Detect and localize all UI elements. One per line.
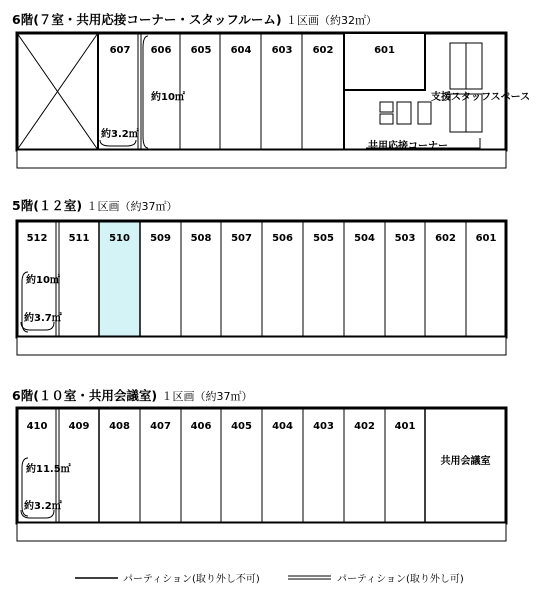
room-label: 512: [26, 233, 48, 244]
room-label: 602: [435, 233, 456, 244]
reception-label: 共用応接コーナー: [368, 141, 448, 152]
room-label: 603: [271, 45, 293, 56]
floor6-top-corridor: [17, 150, 506, 168]
room-label: 605: [190, 45, 212, 56]
staff-space-label: 支援スタッフスペース: [431, 92, 531, 103]
room-label: 606: [150, 45, 172, 56]
floor6-top-title-sub: １区画（約32㎡）: [285, 14, 377, 27]
area-note: 約10㎡: [26, 275, 60, 286]
legend-fixed-label: パーティション(取り外し不可): [123, 574, 260, 585]
area-note-small: 約3.7㎡: [24, 313, 62, 324]
room-label: 506: [272, 233, 293, 244]
room-label: 409: [68, 421, 90, 432]
room-label: 509: [150, 233, 171, 244]
room-label: 404: [272, 421, 293, 432]
legend-removable-label: パーティション(取り外し可): [337, 574, 464, 585]
area-note: 約10㎡: [151, 92, 185, 103]
area-note: 約11.5㎡: [26, 464, 71, 475]
room-label: 403: [313, 421, 334, 432]
room-label: 508: [190, 233, 212, 244]
floor6-bottom-title-main: 6階(１０室・共用会議室): [12, 388, 158, 403]
floor5-corridor: [17, 337, 506, 355]
area-note-small: 約3.2㎡: [24, 501, 62, 512]
room-601-outline: [344, 33, 425, 90]
floor5-title-sub: １区画（約37㎡）: [86, 200, 178, 213]
room-label: 503: [394, 233, 416, 244]
room-label: 601: [374, 45, 395, 56]
floor6-top-title-main: 6階(７室・共用応接コーナー・スタッフルーム): [12, 12, 282, 27]
floor6-bottom-corridor: [17, 523, 506, 541]
room-label: 406: [190, 421, 212, 432]
room-label: 407: [150, 421, 171, 432]
floor5-title-main: 5階(１２室): [12, 198, 83, 213]
room-label: 402: [354, 421, 375, 432]
room-label: 510: [109, 233, 130, 244]
room-label: 511: [68, 233, 90, 244]
room-label: 410: [26, 421, 48, 432]
room-label: 602: [312, 45, 334, 56]
room-label: 504: [354, 233, 375, 244]
room-label: 401: [394, 421, 416, 432]
room-label: 607: [109, 45, 131, 56]
room-label: 408: [109, 421, 130, 432]
room-label: 507: [231, 233, 252, 244]
room-label: 405: [231, 421, 252, 432]
meeting-room-label: 共用会議室: [440, 456, 491, 467]
room-label: 604: [230, 45, 252, 56]
floor6-bottom-title-sub: １区画（約37㎡）: [161, 390, 253, 403]
room-label: 601: [475, 233, 497, 244]
area-note-small: 約3.2㎡: [101, 129, 139, 140]
room-label: 505: [313, 233, 334, 244]
